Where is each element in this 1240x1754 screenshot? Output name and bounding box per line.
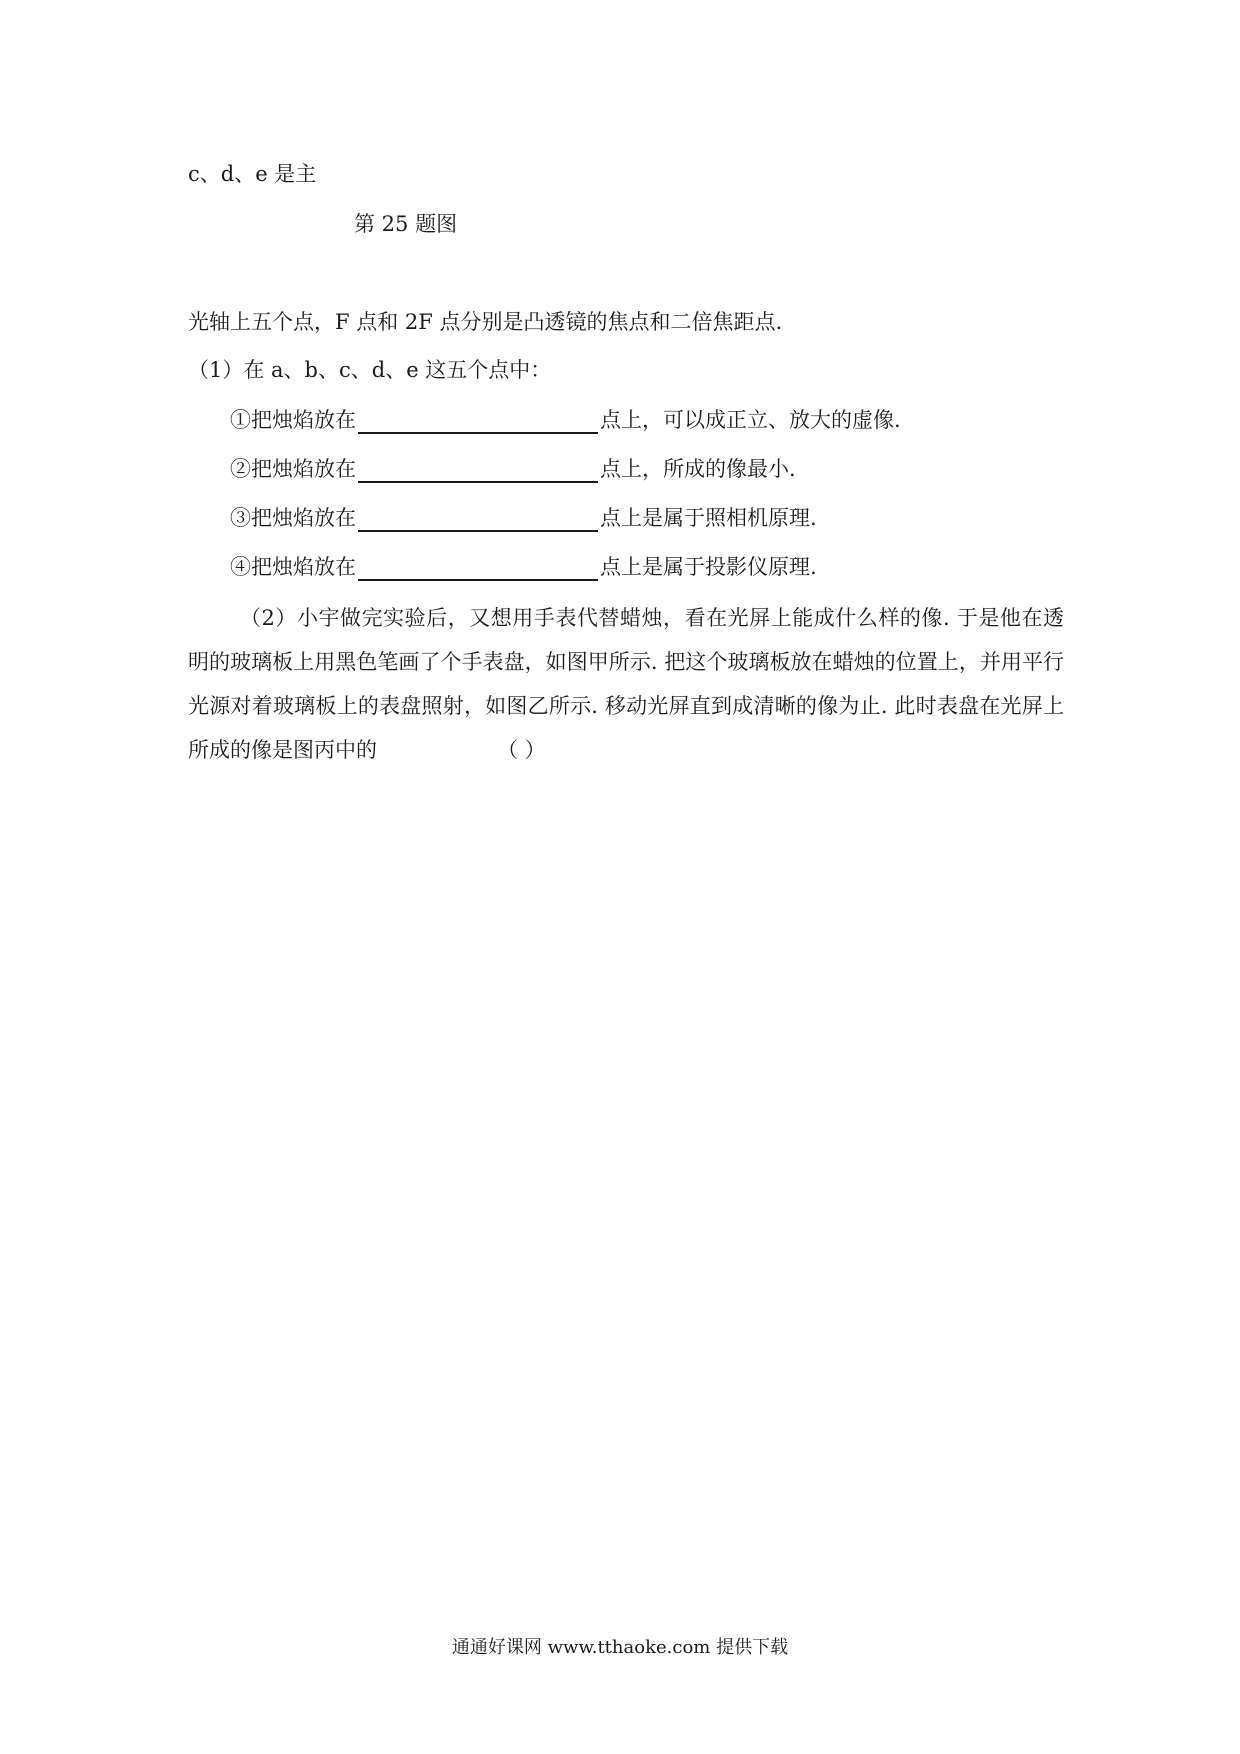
blank-item-3	[230, 504, 817, 532]
blank-item-prefix: ③把烛焰放在	[230, 506, 356, 530]
question-2-text: （2）小宇做完实验后，又想用手表代替蜡烛，看在光屏上能成什么样的像. 于是他在透明的玻璃板上用黑色笔画了个手表盘，如图甲所示. 把这个玻璃板放在蜡烛的位置上，并用平行光源对着玻璃板上的表盘照射，如图乙所示. 移动光屏直到成清晰的像为止. 此时表盘在光屏上所成的像是图丙中的	[188, 606, 1064, 762]
blank-item-suffix: 点上，可以成正立、放大的虚像.	[600, 408, 901, 432]
blank-item-suffix: 点上是属于照相机原理.	[600, 506, 817, 530]
blank-item-prefix: ②把烛焰放在	[230, 457, 356, 481]
blank-item-prefix: ①把烛焰放在	[230, 408, 356, 432]
blank-item-1	[230, 406, 901, 434]
figure-caption: 第 25 题图	[354, 212, 458, 236]
question-2-paragraph	[188, 596, 1064, 772]
blank-item-4	[230, 553, 817, 581]
question-intro: 光轴上五个点，F 点和 2F 点分别是凸透镜的焦点和二倍焦距点.	[188, 310, 783, 334]
blank-item-suffix: 点上是属于投影仪原理.	[600, 555, 817, 579]
answer-bracket[interactable]: （ ）	[497, 738, 546, 762]
question-fragment: c、d、e 是主	[188, 162, 317, 186]
blank-item-2	[230, 455, 796, 483]
answer-blank[interactable]	[358, 557, 598, 581]
footer-credit: 通通好课网 www.tthaoke.com 提供下载	[451, 1637, 789, 1658]
blank-item-prefix: ④把烛焰放在	[230, 555, 356, 579]
question-1-stem: （1）在 a、b、c、d、e 这五个点中：	[188, 358, 552, 382]
answer-blank[interactable]	[358, 508, 598, 532]
blank-item-suffix: 点上，所成的像最小.	[600, 457, 796, 481]
answer-blank[interactable]	[358, 459, 598, 483]
answer-blank[interactable]	[358, 410, 598, 434]
